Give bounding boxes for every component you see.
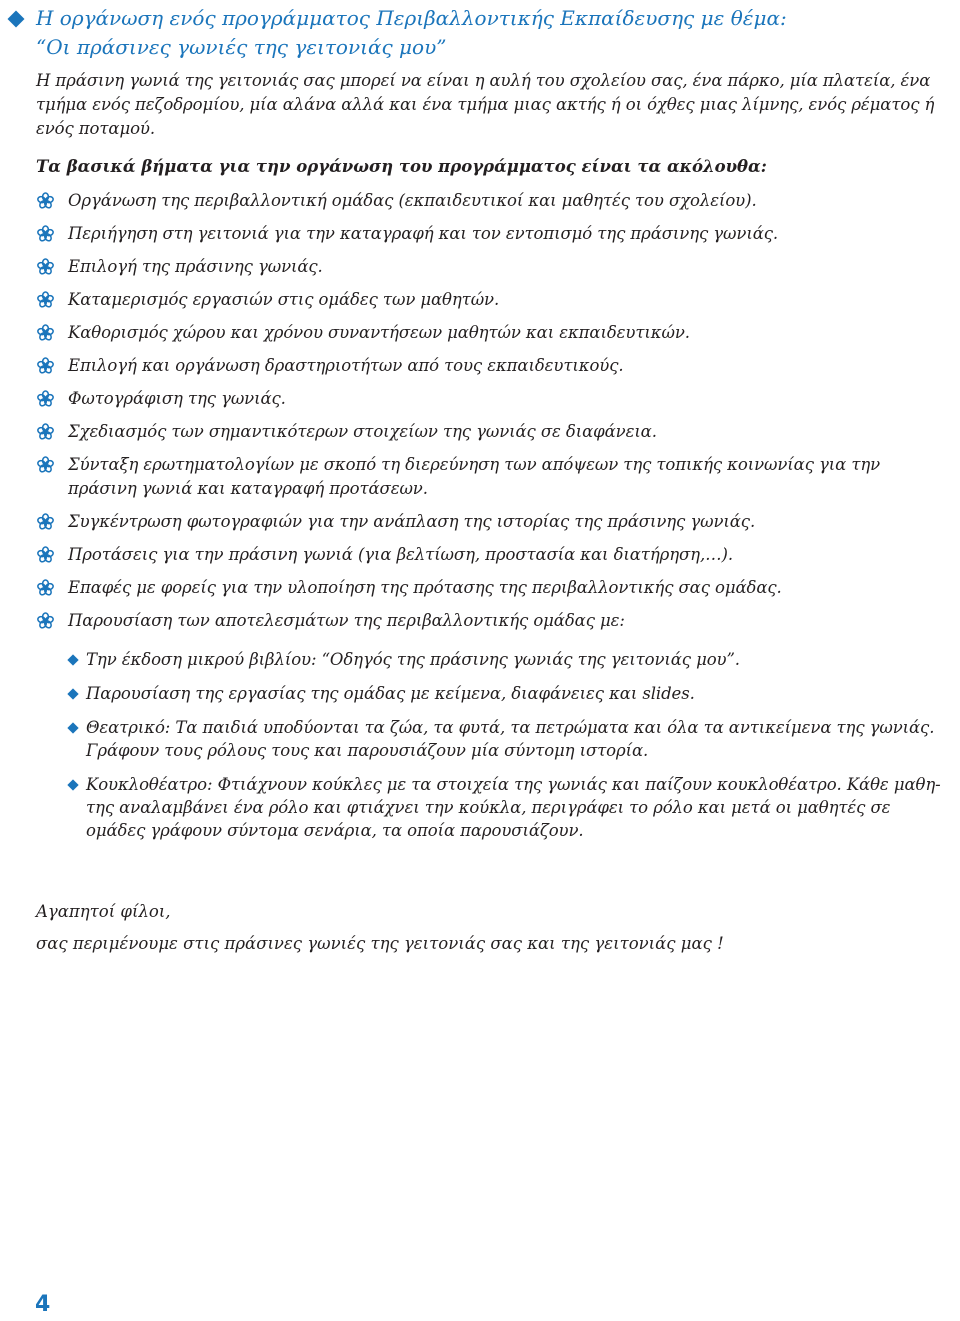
list-item [0,510,960,534]
list-item-text: Οργάνωση της περιβαλλοντική ομάδας (εκπαιδευτικοί και μαθητές του σχολείου). [68,191,757,210]
list-item-text: Περιήγηση στη γειτονιά για την καταγραφή και τον εντοπισμό της πράσινης γωνιάς. [68,224,779,243]
flower-icon [37,192,54,209]
list-item-text: Την έκδοση μικρού βιβλίου: “Οδηγός της πράσινης γωνιάς της γειτονιάς μου”. [86,650,740,669]
flower-icon [37,546,54,563]
list-item-text: Φωτογράφιση της γωνιάς. [68,389,286,408]
flower-icon [37,456,54,473]
list-item-text: Επαφές με φορείς για την υλοποίηση της πρότασης της περιβαλλοντικής σας ομάδας. [68,578,782,597]
presentation-list [0,648,960,853]
intro-paragraph: Η πράσινη γωνιά της γειτονιάς σας μπορεί να είναι η αυλή του σχολείου σας, ένα πάρκο, μία πλατεία, ένα τμήμα ενός πεζοδρομίου, μία αλάνα αλλά και ένα τμήμα μιας ακτής ή οι όχθες μιας λίμνης, ενός ρέματος ή ενός ποταμού. [36,71,935,138]
list-item [0,648,960,671]
list-item [0,453,960,501]
diamond-icon [8,11,25,28]
flower-icon [37,324,54,341]
list-item-text: Συγκέντρωση φωτογραφιών για την ανάπλαση της ιστορίας της πράσινης γωνιάς. [68,512,756,531]
list-item-text: Θεατρικό: Τα παιδιά υποδύονται τα ζώα, τα φυτά, τα πετρώματα και όλα τα αντικείμενα της γωνιάς. Γράφουν τους ρόλους τους και παρουσιάζουν μία σύντομη ιστορία. [86,718,935,760]
diamond-icon [67,779,78,790]
list-item-text: Καθορισμός χώρου και χρόνου συναντήσεων μαθητών και εκπαιδευτικών. [68,323,690,342]
list-item [0,543,960,567]
list-item [0,387,960,411]
title-line-1 [10,4,940,33]
list-item [0,222,960,246]
flower-icon [37,357,54,374]
diamond-icon [67,654,78,665]
list-item-text: Κουκλοθέατρο: Φτιάχνουν κούκλες με τα στοιχεία της γωνιάς και παίζουν κουκλοθέατρο. Κάθε μαθη-της αναλαμβάνει ένα ρόλο και φτιάχνει την κούκλα, περιγράφει το ρόλο και μετά οι μαθητές σε ομάδες γράφουν σύντομα σενάρια, τα οποία παρουσιάζουν. [86,775,941,840]
flower-icon [37,513,54,530]
list-item-text: Επιλογή της πράσινης γωνιάς. [68,257,323,276]
steps-heading: Τα βασικά βήματα για την οργάνωση του προγράμματος είναι τα ακόλουθα: [36,157,767,176]
list-item [0,288,960,312]
list-item-text: Επιλογή και οργάνωση δραστηριοτήτων από τους εκπαιδευτικούς. [68,356,624,375]
flower-icon [37,258,54,275]
title-text-1: Η οργάνωση ενός προγράμματος Περιβαλλοντικής Εκπαίδευσης με θέμα: [36,6,787,30]
list-item [0,682,960,705]
flower-icon [37,579,54,596]
list-item [0,321,960,345]
diamond-icon [67,688,78,699]
list-item-text: Παρουσίαση της εργασίας της ομάδας με κείμενα, διαφάνειες και slides. [86,684,695,703]
document-title [10,4,940,62]
list-item [0,609,960,633]
list-item-text: Σύνταξη ερωτηματολογίων με σκοπό τη διερεύνηση των απόψεων της τοπικής κοινωνίας για την πράσινη γωνιά και καταγραφή προτάσεων. [68,455,881,498]
page-number: 4 [35,1292,51,1317]
closing-message: σας περιμένουμε στις πράσινες γωνιές της γειτονιάς σας και της γειτονιάς μας ! [36,934,724,953]
list-item [0,420,960,444]
list-item-text: Σχεδιασμός των σημαντικότερων στοιχείων της γωνιάς σε διαφάνεια. [68,422,657,441]
list-item [0,354,960,378]
list-item [0,255,960,279]
list-item-text: Καταμερισμός εργασιών στις ομάδες των μαθητών. [68,290,500,309]
steps-list [0,189,960,642]
flower-icon [37,225,54,242]
flower-icon [37,390,54,407]
flower-icon [37,291,54,308]
list-item [0,189,960,213]
title-line-2: “Οι πράσινες γωνιές της γειτονιάς μου” [36,35,447,59]
list-item [0,716,960,762]
flower-icon [37,612,54,629]
list-item [0,576,960,600]
list-item-text: Προτάσεις για την πράσινη γωνιά (για βελτίωση, προστασία και διατήρηση,…). [68,545,733,564]
closing-block [36,896,724,960]
list-item [0,773,960,842]
list-item-text: Παρουσίαση των αποτελεσμάτων της περιβαλλοντικής ομάδας με: [68,611,625,630]
diamond-icon [67,722,78,733]
flower-icon [37,423,54,440]
closing-greeting: Αγαπητοί φίλοι, [36,902,171,921]
